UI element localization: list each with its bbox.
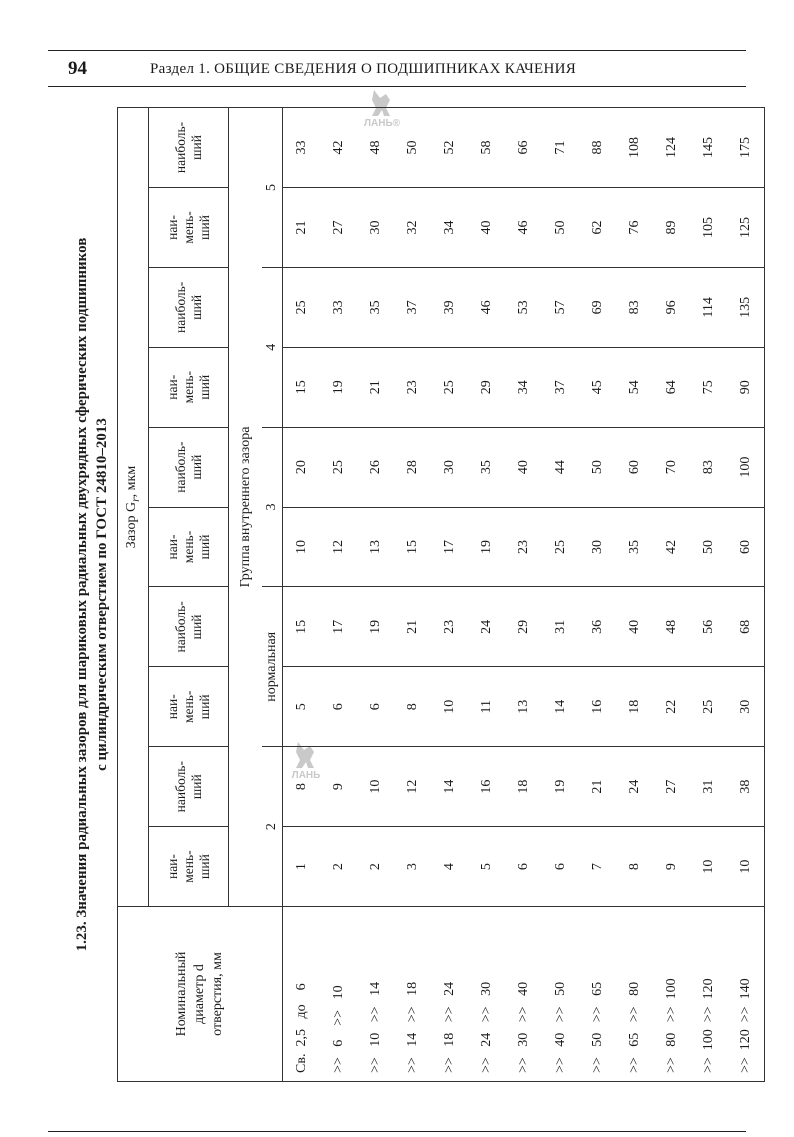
- clearance-value: 68: [727, 587, 765, 667]
- clearance-value: 40: [468, 187, 505, 267]
- clearance-value: 33: [320, 267, 357, 347]
- min-header: наи- мень- ший: [149, 507, 229, 587]
- clearance-value: 45: [579, 347, 616, 427]
- clearance-value: 19: [542, 747, 579, 827]
- clearance-value: 11: [468, 667, 505, 747]
- clearance-value: 10: [690, 827, 727, 907]
- clearance-value: 4: [431, 827, 468, 907]
- clearance-value: 25: [431, 347, 468, 427]
- clearance-value: 22: [653, 667, 690, 747]
- clearance-value: 6: [320, 667, 357, 747]
- clearance-value: 46: [505, 187, 542, 267]
- clearance-value: 24: [616, 747, 653, 827]
- max-header: наиболь- ший: [149, 427, 229, 507]
- group-label: нормальная: [262, 587, 283, 747]
- diameter-header: Номинальный диаметр d отверстия, мм: [118, 907, 283, 1082]
- clearance-value: 30: [357, 187, 394, 267]
- diameter-range: >> 10 >> 14: [357, 907, 394, 1082]
- clearance-value: 37: [394, 267, 431, 347]
- clearance-value: 48: [653, 587, 690, 667]
- clearance-value: 21: [394, 587, 431, 667]
- clearance-value: 8: [283, 747, 321, 827]
- clearance-value: 35: [468, 427, 505, 507]
- clearance-value: 37: [542, 347, 579, 427]
- clearance-value: 56: [690, 587, 727, 667]
- clearance-value: 15: [394, 507, 431, 587]
- clearance-value: 38: [727, 747, 765, 827]
- table-row: [542, 108, 579, 1082]
- clearance-value: 108: [616, 108, 653, 188]
- clearance-value: 60: [616, 427, 653, 507]
- table-row: [394, 108, 431, 1082]
- clearance-value: 83: [690, 427, 727, 507]
- table-row: [727, 108, 765, 1082]
- min-header: наи- мень- ший: [149, 187, 229, 267]
- clearance-value: 9: [320, 747, 357, 827]
- clearance-value: 23: [431, 587, 468, 667]
- gap-header: Зазор $G_r$, мкм: [118, 108, 149, 907]
- clearance-value: 17: [320, 587, 357, 667]
- table-row: [320, 108, 357, 1082]
- clearance-value: 105: [690, 187, 727, 267]
- clearance-value: 18: [616, 667, 653, 747]
- clearance-value: 36: [579, 587, 616, 667]
- max-header: наиболь- ший: [149, 587, 229, 667]
- clearance-value: 32: [394, 187, 431, 267]
- table-row: [690, 108, 727, 1082]
- top-rule: [48, 50, 746, 51]
- clearance-value: 34: [431, 187, 468, 267]
- clearance-value: 10: [431, 667, 468, 747]
- clearance-value: 31: [542, 587, 579, 667]
- clearance-value: 145: [690, 108, 727, 188]
- clearance-value: 40: [616, 587, 653, 667]
- table-caption-line2: с цилиндрическим отверстием по ГОСТ 24810–2013: [94, 418, 110, 771]
- clearance-value: 83: [616, 267, 653, 347]
- clearance-value: 33: [283, 108, 321, 188]
- page-number: 94: [68, 58, 87, 79]
- table-row: [579, 108, 616, 1082]
- clearance-value: 21: [357, 347, 394, 427]
- clearance-value: 20: [283, 427, 321, 507]
- clearance-value: 88: [579, 108, 616, 188]
- clearance-value: 50: [542, 187, 579, 267]
- diameter-range: >> 80 >> 100: [653, 907, 690, 1082]
- running-head: Раздел 1. ОБЩИЕ СВЕДЕНИЯ О ПОДШИПНИКАХ КАЧЕНИЯ: [150, 61, 577, 77]
- clearance-value: 15: [283, 347, 321, 427]
- diameter-range: >> 30 >> 40: [505, 907, 542, 1082]
- clearance-value: 58: [468, 108, 505, 188]
- clearance-value: 30: [579, 507, 616, 587]
- table-row: [653, 108, 690, 1082]
- clearance-value: 30: [431, 427, 468, 507]
- max-header: наиболь- ший: [149, 267, 229, 347]
- clearance-value: 23: [505, 507, 542, 587]
- clearance-value: 50: [690, 507, 727, 587]
- diameter-range: Св. 2,5 до 6: [283, 907, 321, 1082]
- clearance-value: 50: [394, 108, 431, 188]
- clearance-value: 25: [283, 267, 321, 347]
- diameter-range: >> 18 >> 24: [431, 907, 468, 1082]
- clearance-value: 96: [653, 267, 690, 347]
- diameter-range: >> 24 >> 30: [468, 907, 505, 1082]
- clearance-value: 90: [727, 347, 765, 427]
- table-row: [283, 108, 321, 1082]
- clearance-value: 10: [727, 827, 765, 907]
- clearance-value: 13: [505, 667, 542, 747]
- clearance-value: 27: [653, 747, 690, 827]
- clearance-value: 9: [653, 827, 690, 907]
- clearance-value: 60: [727, 507, 765, 587]
- clearance-value: 15: [283, 587, 321, 667]
- clearance-value: 18: [505, 747, 542, 827]
- clearance-value: 25: [542, 507, 579, 587]
- clearance-value: 14: [542, 667, 579, 747]
- clearance-value: 76: [616, 187, 653, 267]
- diameter-range: >> 50 >> 65: [579, 907, 616, 1082]
- group-label: 5: [262, 108, 283, 268]
- clearance-value: 70: [653, 427, 690, 507]
- clearance-value: 8: [616, 827, 653, 907]
- clearance-value: 16: [579, 667, 616, 747]
- clearance-value: 69: [579, 267, 616, 347]
- clearance-value: 42: [320, 108, 357, 188]
- group-label: 4: [262, 267, 283, 427]
- clearance-value: 175: [727, 108, 765, 188]
- clearance-value: 1: [283, 827, 321, 907]
- clearance-value: 21: [579, 747, 616, 827]
- min-header: наи- мень- ший: [149, 347, 229, 427]
- clearance-value: 10: [283, 507, 321, 587]
- clearance-value: 71: [542, 108, 579, 188]
- clearance-value: 24: [468, 587, 505, 667]
- clearance-value: 2: [320, 827, 357, 907]
- clearance-table: [117, 107, 765, 1082]
- max-header: наиболь- ший: [149, 747, 229, 827]
- clearance-value: 13: [357, 507, 394, 587]
- clearance-value: 50: [579, 427, 616, 507]
- clearance-value: 57: [542, 267, 579, 347]
- rotated-table-block: [72, 107, 753, 1082]
- clearance-value: 19: [320, 347, 357, 427]
- clearance-value: 23: [394, 347, 431, 427]
- diameter-range: >> 6 >> 10: [320, 907, 357, 1082]
- clearance-value: 89: [653, 187, 690, 267]
- clearance-value: 35: [616, 507, 653, 587]
- table-row: [505, 108, 542, 1082]
- clearance-value: 14: [431, 747, 468, 827]
- clearance-value: 6: [357, 667, 394, 747]
- clearance-value: 48: [357, 108, 394, 188]
- clearance-value: 29: [468, 347, 505, 427]
- group-header: Группа внутреннего зазора: [229, 108, 263, 907]
- clearance-value: 6: [542, 827, 579, 907]
- clearance-value: 28: [394, 427, 431, 507]
- min-header: наи- мень- ший: [149, 667, 229, 747]
- svg-text:ЛАНЬ: ЛАНЬ: [291, 770, 321, 781]
- clearance-value: 40: [505, 427, 542, 507]
- clearance-value: 100: [727, 427, 765, 507]
- clearance-value: 2: [357, 827, 394, 907]
- svg-text:ЛАНЬ®: ЛАНЬ®: [363, 118, 401, 129]
- clearance-value: 16: [468, 747, 505, 827]
- clearance-value: 10: [357, 747, 394, 827]
- clearance-value: 30: [727, 667, 765, 747]
- clearance-value: 42: [653, 507, 690, 587]
- clearance-value: 19: [357, 587, 394, 667]
- bottom-rule: [48, 1131, 746, 1132]
- min-header: наи- мень- ший: [149, 827, 229, 907]
- table-row: [468, 108, 505, 1082]
- clearance-value: 6: [505, 827, 542, 907]
- clearance-value: 8: [394, 667, 431, 747]
- clearance-value: 62: [579, 187, 616, 267]
- table-row: [616, 108, 653, 1082]
- clearance-value: 31: [690, 747, 727, 827]
- clearance-value: 25: [690, 667, 727, 747]
- clearance-value: 12: [394, 747, 431, 827]
- clearance-value: 29: [505, 587, 542, 667]
- clearance-value: 26: [357, 427, 394, 507]
- clearance-value: 34: [505, 347, 542, 427]
- diameter-range: >> 100 >> 120: [690, 907, 727, 1082]
- clearance-value: 7: [579, 827, 616, 907]
- clearance-value: 52: [431, 108, 468, 188]
- clearance-value: 44: [542, 427, 579, 507]
- clearance-value: 17: [431, 507, 468, 587]
- clearance-value: 53: [505, 267, 542, 347]
- clearance-value: 66: [505, 108, 542, 188]
- clearance-value: 54: [616, 347, 653, 427]
- clearance-value: 5: [468, 827, 505, 907]
- clearance-value: 5: [283, 667, 321, 747]
- clearance-value: 46: [468, 267, 505, 347]
- clearance-value: 25: [320, 427, 357, 507]
- clearance-value: 35: [357, 267, 394, 347]
- clearance-value: 12: [320, 507, 357, 587]
- table-row: [431, 108, 468, 1082]
- clearance-value: 135: [727, 267, 765, 347]
- clearance-value: 27: [320, 187, 357, 267]
- diameter-range: >> 14 >> 18: [394, 907, 431, 1082]
- group-label: 3: [262, 427, 283, 587]
- clearance-value: 21: [283, 187, 321, 267]
- clearance-value: 124: [653, 108, 690, 188]
- table-row: [357, 108, 394, 1082]
- diameter-range: >> 40 >> 50: [542, 907, 579, 1082]
- clearance-value: 19: [468, 507, 505, 587]
- clearance-value: 64: [653, 347, 690, 427]
- diameter-range: >> 120 >> 140: [727, 907, 765, 1082]
- max-header: наиболь- ший: [149, 108, 229, 188]
- clearance-value: 114: [690, 267, 727, 347]
- clearance-value: 125: [727, 187, 765, 267]
- clearance-value: 3: [394, 827, 431, 907]
- diameter-range: >> 65 >> 80: [616, 907, 653, 1082]
- clearance-value: 39: [431, 267, 468, 347]
- clearance-value: 75: [690, 347, 727, 427]
- table-caption-line1: 1.23. Значения радиальных зазоров для шариковых радиальных двухрядных сферических подшипников: [74, 237, 90, 952]
- group-label: 2: [262, 747, 283, 907]
